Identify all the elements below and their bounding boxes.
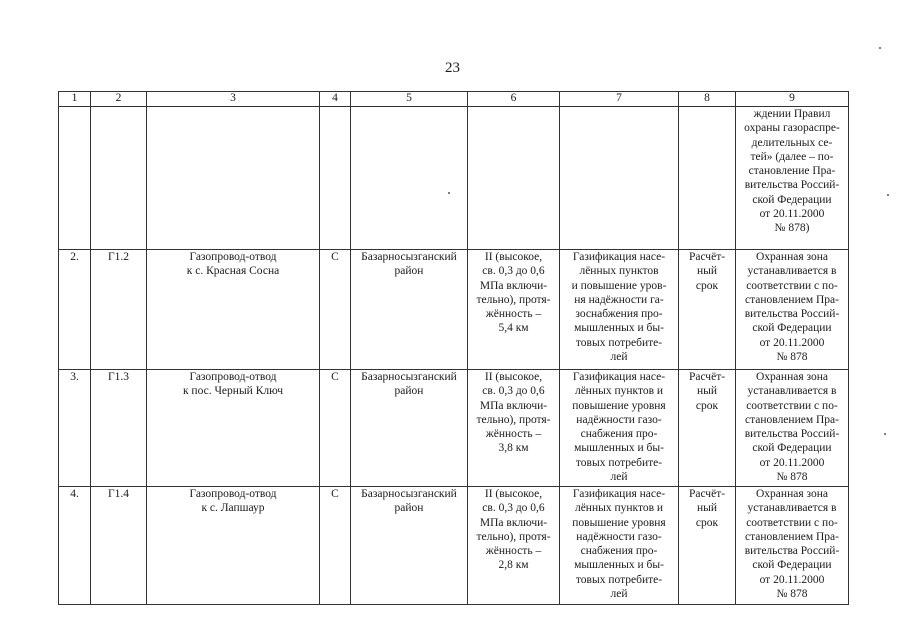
cell-line: № 878 — [776, 588, 808, 601]
parameters-cell — [468, 487, 560, 605]
cell-line: зоснабжения про- — [575, 308, 663, 321]
cell-line: снабжения про- — [580, 545, 658, 558]
cell-line: Базарносызганский — [361, 371, 457, 383]
cell-line: Базарносызганский — [361, 251, 457, 263]
status-cell: С — [320, 487, 351, 605]
purpose-cell — [560, 370, 679, 487]
cell-line: ской Федерации — [752, 559, 832, 572]
protection-zone-cell — [736, 107, 849, 250]
cell-line: район — [394, 265, 424, 278]
cell-line: жённость – — [485, 428, 542, 441]
purpose-cell — [560, 487, 679, 605]
cell-line: срок — [695, 279, 719, 292]
cell-line: ный — [696, 265, 718, 278]
cell-line: снабжения про- — [580, 428, 658, 441]
cell-line: Газопровод-отвод — [189, 251, 277, 263]
protection-zone-cell — [736, 487, 849, 605]
cell-line: устанавливается в — [747, 265, 837, 278]
header-cell: 8 — [679, 92, 736, 107]
cell-line: 2,8 км — [498, 559, 529, 572]
header-cell: 5 — [351, 92, 468, 107]
cell-line: МПа включи- — [479, 279, 548, 292]
object-code-cell: Г1.4 — [91, 487, 147, 605]
cell-line: срок — [695, 399, 719, 412]
cell-line: ный — [696, 385, 718, 398]
cell-line: товых потребите- — [575, 573, 663, 586]
district-cell — [351, 250, 468, 370]
cell-line: соответствии с по- — [746, 516, 838, 529]
status-cell: С — [320, 250, 351, 370]
cell-line: становлением Пра- — [745, 413, 839, 426]
cell-line: надёжности газо- — [576, 530, 662, 543]
protection-zone-cell — [736, 370, 849, 487]
cell-line: лей — [610, 471, 628, 484]
cell-line: лей — [610, 351, 628, 364]
cell-line: устанавливается в — [747, 385, 837, 398]
header-cell: 1 — [59, 92, 91, 107]
cell-line: срок — [695, 516, 719, 529]
cell-line: лей — [610, 588, 628, 601]
cell-line: мышленных и бы- — [574, 559, 664, 572]
district-cell — [351, 370, 468, 487]
scan-speck — [884, 433, 886, 435]
cell-line: 5,4 км — [498, 322, 529, 335]
cell-line: МПа включи- — [479, 516, 548, 529]
cell-line: ской Федерации — [752, 322, 832, 335]
cell-line: Расчёт- — [688, 371, 726, 383]
page-number: 23 — [445, 60, 460, 76]
header-cell: 3 — [147, 92, 320, 107]
cell-line: ный — [696, 502, 718, 515]
cell-line: жённость – — [485, 545, 542, 558]
header-cell: 9 — [736, 92, 849, 107]
cell-line: № 878 — [776, 471, 808, 484]
header-row — [59, 92, 849, 107]
cell-line: тельно), протя- — [476, 293, 551, 306]
cell-line: к пос. Черный Ключ — [182, 385, 284, 398]
cell-line: тельно), протя- — [476, 413, 551, 426]
cell-line: Газификация насе- — [572, 371, 666, 383]
cell-line: Охранная зона — [756, 371, 828, 383]
cell-line: ской Федерации — [752, 193, 832, 206]
row-number-cell: 3. — [59, 370, 91, 487]
scan-speck — [887, 194, 889, 196]
cell-line: район — [394, 502, 424, 515]
cell-line: вительства Россий- — [744, 308, 840, 321]
scan-speck — [879, 47, 881, 49]
cell-line: лённых пунктов и — [574, 502, 664, 515]
cell-line: Базарносызганский — [361, 488, 457, 500]
cell-line: надёжности газо- — [576, 413, 662, 426]
cell-line: повышение уровня — [572, 399, 666, 412]
protection-zone-cell — [736, 250, 849, 370]
header-cell: 4 — [320, 92, 351, 107]
scan-speck — [448, 192, 450, 194]
purpose-cell — [560, 250, 679, 370]
cell-line: МПа включи- — [479, 399, 548, 412]
cell-line: тельно), протя- — [476, 530, 551, 543]
object-name-cell — [147, 250, 320, 370]
cell-line: становление Пра- — [748, 165, 836, 178]
header-cell: 2 — [91, 92, 147, 107]
status-cell: С — [320, 370, 351, 487]
cell-line: № 878) — [774, 222, 810, 235]
term-cell — [679, 487, 736, 605]
cell-line: повышение уровня — [572, 516, 666, 529]
cell-line: от 20.11.2000 — [759, 573, 825, 586]
header-cell: 6 — [468, 92, 560, 107]
cell-line: Газификация насе- — [572, 488, 666, 500]
cell-line: товых потребите- — [575, 336, 663, 349]
cell-line: № 878 — [776, 351, 808, 364]
cell-line: лённых пунктов и — [574, 385, 664, 398]
header-cell: 7 — [560, 92, 679, 107]
cell-line: жённость – — [485, 308, 542, 321]
cell-line: от 20.11.2000 — [759, 208, 825, 221]
cell-line: вительства Россий- — [744, 545, 840, 558]
cell-line: ждении Правил — [753, 108, 831, 120]
object-name-cell — [147, 487, 320, 605]
cell-line: соответствии с по- — [746, 399, 838, 412]
table-row — [59, 370, 849, 487]
cell-line: становлением Пра- — [745, 293, 839, 306]
cell-line: II (высокое, — [484, 251, 543, 263]
cell-line: св. 0,3 до 0,6 — [482, 385, 545, 398]
cell-line: к с. Лапшаур — [201, 502, 265, 515]
cell-line: становлением Пра- — [745, 530, 839, 543]
cell-line: район — [394, 385, 424, 398]
cell-line: 3,8 км — [498, 442, 529, 455]
cell-line: св. 0,3 до 0,6 — [482, 502, 545, 515]
cell-line: товых потребите- — [575, 456, 663, 469]
term-cell — [679, 250, 736, 370]
row-number-cell: 4. — [59, 487, 91, 605]
cell-line: св. 0,3 до 0,6 — [482, 265, 545, 278]
cell-line: делительных се- — [751, 136, 833, 149]
table-row — [59, 487, 849, 605]
cell-line: II (высокое, — [484, 488, 543, 500]
cell-line: Охранная зона — [756, 251, 828, 263]
cell-line: охраны газораспре- — [744, 122, 840, 135]
cell-line: соответствии с по- — [746, 279, 838, 292]
cell-line: мышленных и бы- — [574, 322, 664, 335]
cell-line: и повышение уров- — [571, 279, 667, 292]
table-row — [59, 250, 849, 370]
row-number-cell: 2. — [59, 250, 91, 370]
cell-line: от 20.11.2000 — [759, 336, 825, 349]
cell-line: Газификация насе- — [572, 251, 666, 263]
cell-line: ня надёжности га- — [574, 293, 664, 306]
cell-line: тей» (далее – по- — [750, 150, 834, 163]
cell-line: Газопровод-отвод — [189, 371, 277, 383]
cell-line: лённых пунктов — [579, 265, 659, 278]
object-code-cell: Г1.2 — [91, 250, 147, 370]
parameters-cell — [468, 250, 560, 370]
cell-line: к с. Красная Сосна — [186, 265, 280, 278]
cell-line: мышленных и бы- — [574, 442, 664, 455]
cell-line: Расчёт- — [688, 488, 726, 500]
cell-line: Охранная зона — [756, 488, 828, 500]
district-cell — [351, 487, 468, 605]
cell-line: вительства Россий- — [744, 179, 840, 192]
cell-line: вительства Россий- — [744, 428, 840, 441]
cell-line: Расчёт- — [688, 251, 726, 263]
cell-line: Газопровод-отвод — [189, 488, 277, 500]
parameters-cell — [468, 370, 560, 487]
continuation-row — [59, 107, 849, 250]
objects-table — [58, 91, 849, 605]
cell-line: ской Федерации — [752, 442, 832, 455]
object-name-cell — [147, 370, 320, 487]
cell-line: от 20.11.2000 — [759, 456, 825, 469]
term-cell — [679, 370, 736, 487]
cell-line: устанавливается в — [747, 502, 837, 515]
object-code-cell: Г1.3 — [91, 370, 147, 487]
cell-line: II (высокое, — [484, 371, 543, 383]
